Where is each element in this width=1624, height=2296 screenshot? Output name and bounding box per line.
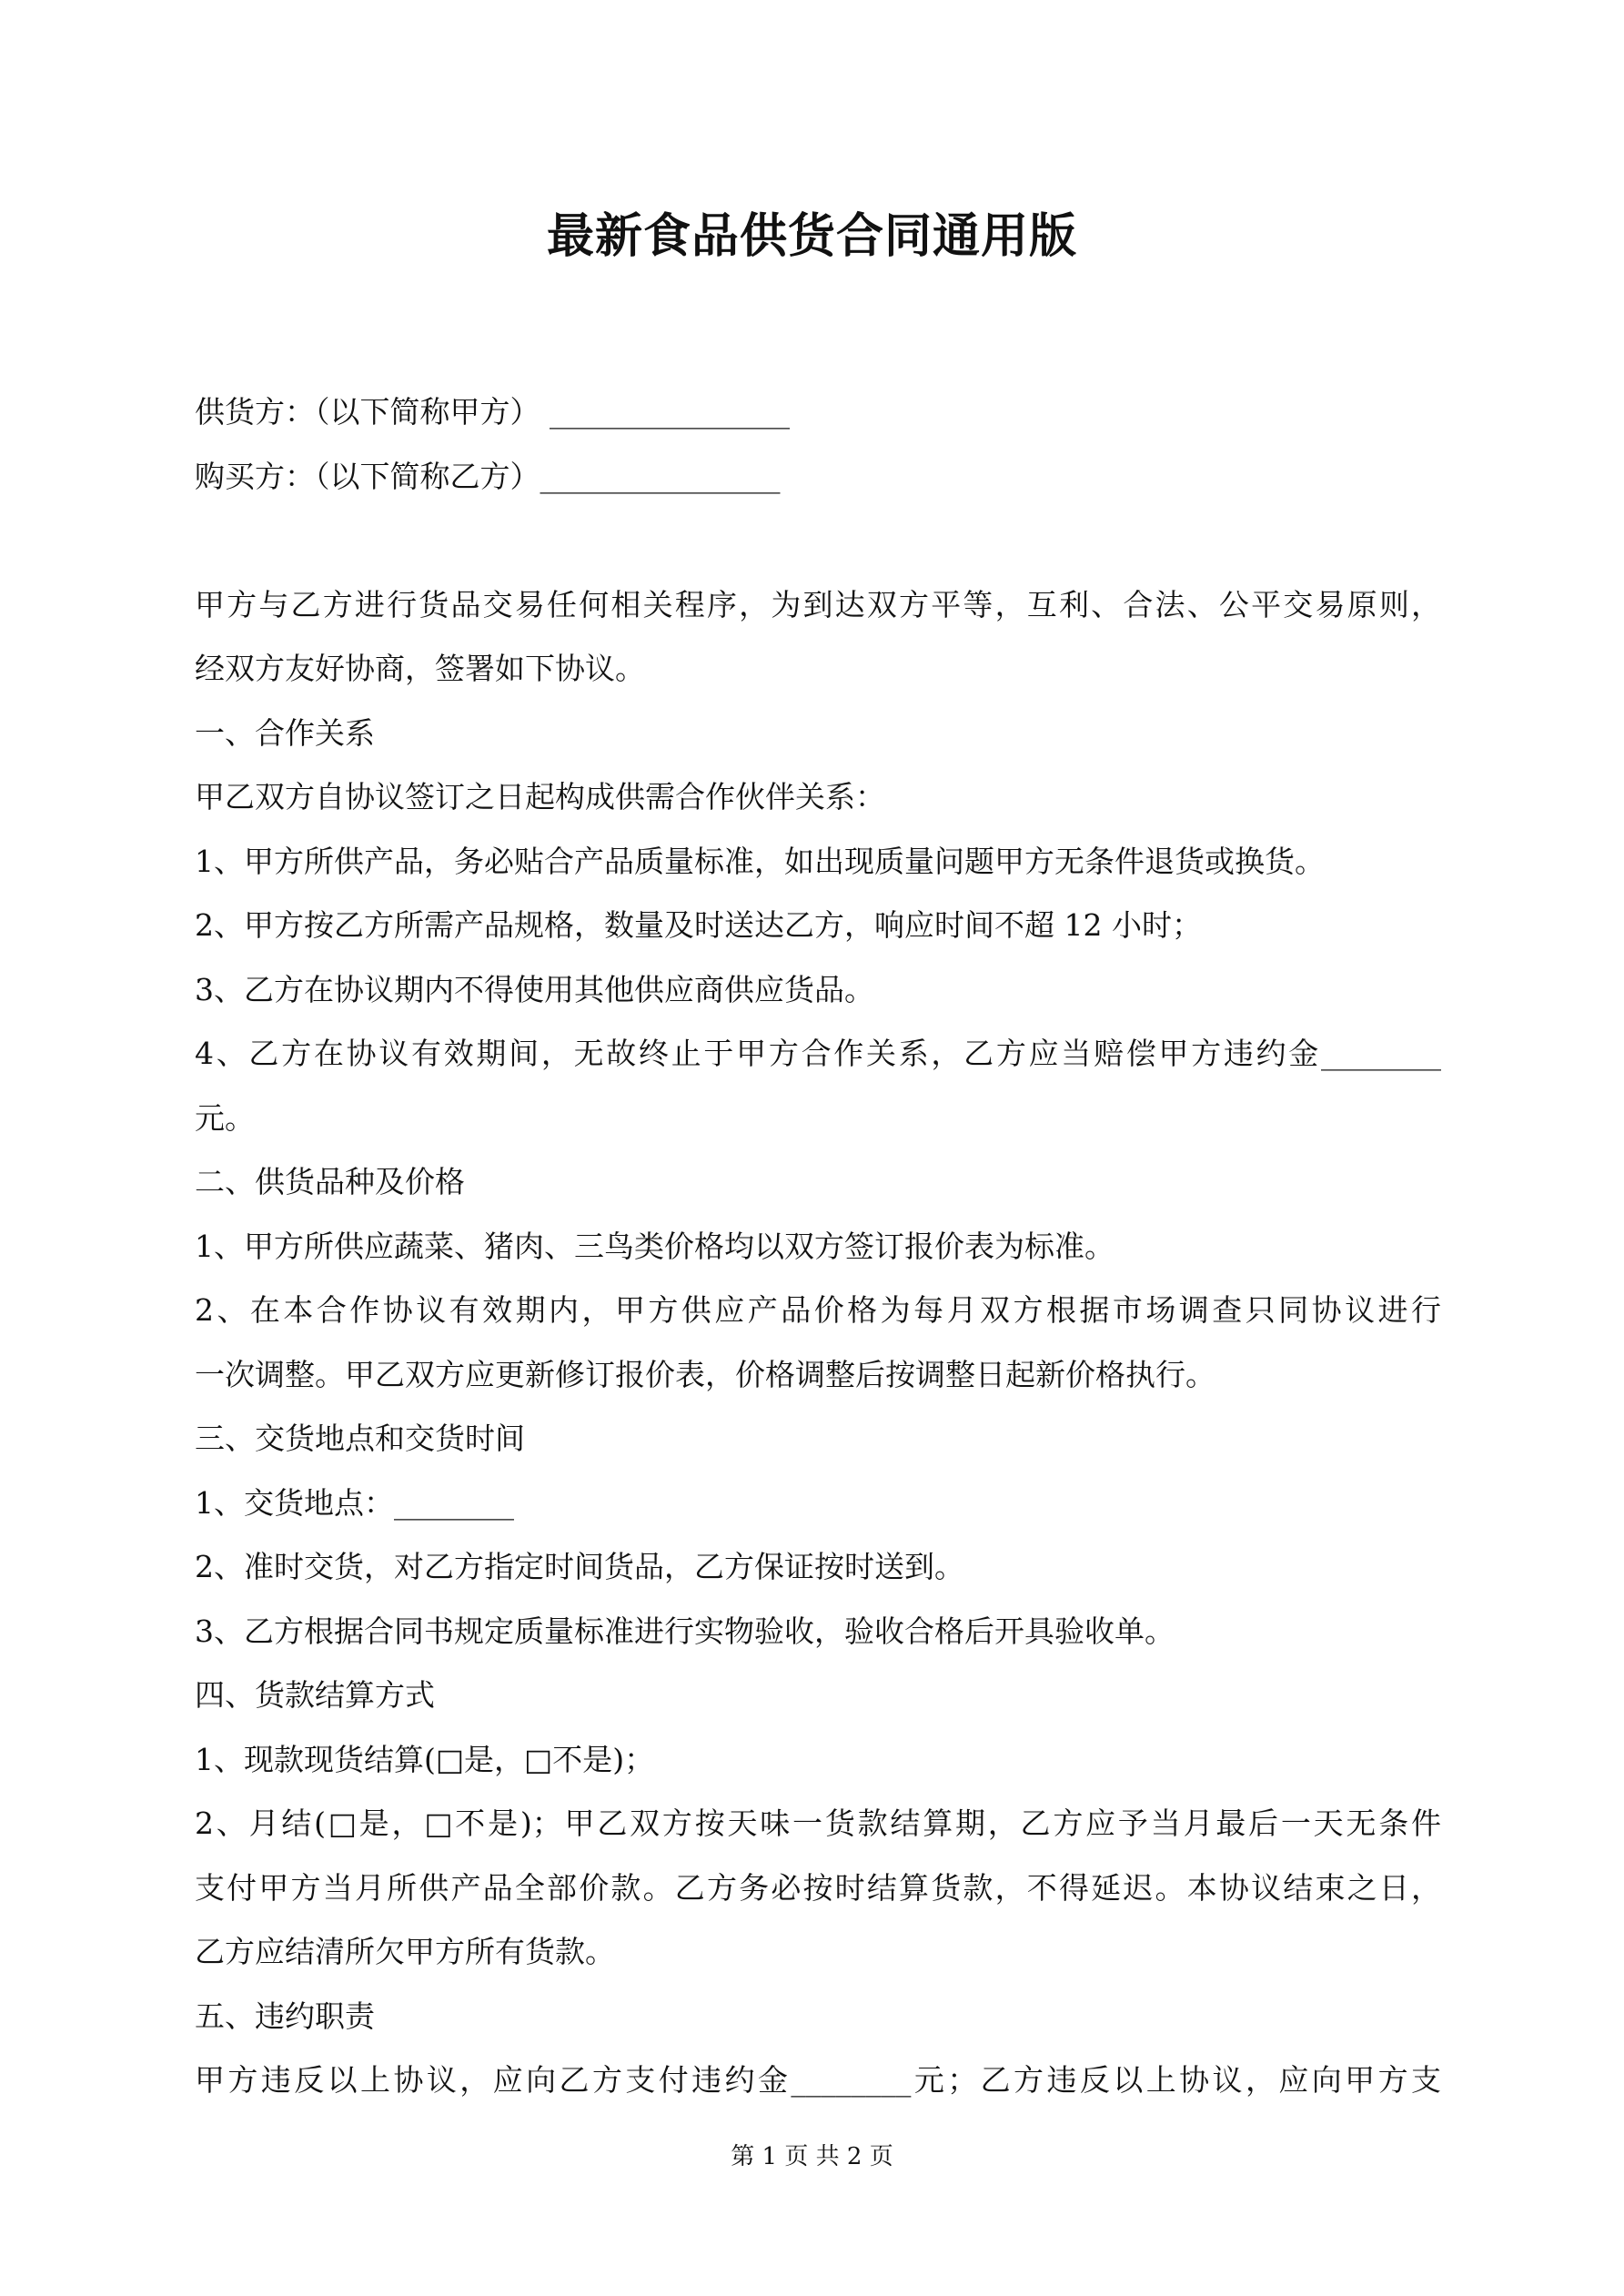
section-heading: 五、违约职责	[195, 1998, 375, 2034]
paragraph-line: 甲方违反以上协议，应向乙方支付违约金________元；乙方违反以上协议，应向甲方支	[195, 2062, 1441, 2098]
supplier-line: 供货方：（以下简称甲方） ________________	[195, 394, 790, 430]
clause-item: 2、月结(□是，□不是)；甲乙双方按天味一货款结算期，乙方应予当月最后一天无条件	[195, 1805, 1441, 1841]
clause-item: 1、甲方所供应蔬菜、猪肉、三鸟类价格均以双方签订报价表为标准。	[195, 1228, 1115, 1264]
paragraph-line: 支付甲方当月所供产品全部价款。乙方务必按时结算货款，不得延迟。本协议结束之日，	[195, 1869, 1441, 1906]
clause-item: 1、甲方所供产品，务必贴合产品质量标准，如出现质量问题甲方无条件退货或换货。	[195, 843, 1325, 879]
clause-item: 3、乙方根据合同书规定质量标准进行实物验收，验收合格后开具验收单。	[195, 1613, 1175, 1649]
clause-item: 3、乙方在协议期内不得使用其他供应商供应货品。	[195, 971, 874, 1007]
clause-item: 1、现款现货结算(□是，□不是)；	[195, 1741, 655, 1777]
paragraph-line: 一次调整。甲乙双方应更新修订报价表，价格调整后按调整日起新价格执行。	[195, 1356, 1215, 1392]
document-body	[195, 380, 1441, 2113]
section-heading: 四、货款结算方式	[195, 1677, 435, 1713]
paragraph-line: 甲方与乙方进行货品交易任何相关程序，为到达双方平等，互利、合法、公平交易原则，	[195, 586, 1441, 622]
clause-item: 4、乙方在协议有效期间，无故终止于甲方合作关系，乙方应当赔偿甲方违约金________	[195, 1036, 1441, 1071]
clause-item: 2、甲方按乙方所需产品规格，数量及时送达乙方，响应时间不超 12 小时；	[195, 907, 1202, 943]
buyer-line: 购买方：（以下简称乙方）________________	[195, 458, 781, 494]
document-title: 最新食品供货合同通用版	[546, 208, 1077, 264]
paragraph-line: 甲乙双方自协议签订之日起构成供需合作伙伴关系：	[195, 779, 885, 814]
paragraph-line: 乙方应结清所欠甲方所有货款。	[195, 1934, 615, 1969]
section-heading: 三、交货地点和交货时间	[195, 1421, 525, 1456]
clause-item: 2、准时交货，对乙方指定时间货品，乙方保证按时送到。	[195, 1549, 964, 1584]
section-heading: 一、合作关系	[195, 714, 375, 751]
clause-item: 2、在本合作协议有效期内，甲方供应产品价格为每月双方根据市场调查只同协议进行	[195, 1292, 1441, 1328]
paragraph-line: 经双方友好协商，签署如下协议。	[195, 651, 645, 686]
section-heading: 二、供货品种及价格	[195, 1164, 465, 1199]
paragraph-line: 元。	[195, 1099, 255, 1136]
page-number-footer: 第 1 页 共 2 页	[731, 2143, 893, 2170]
blank-spacer	[195, 509, 1441, 573]
clause-item: 1、交货地点：________	[195, 1484, 514, 1521]
